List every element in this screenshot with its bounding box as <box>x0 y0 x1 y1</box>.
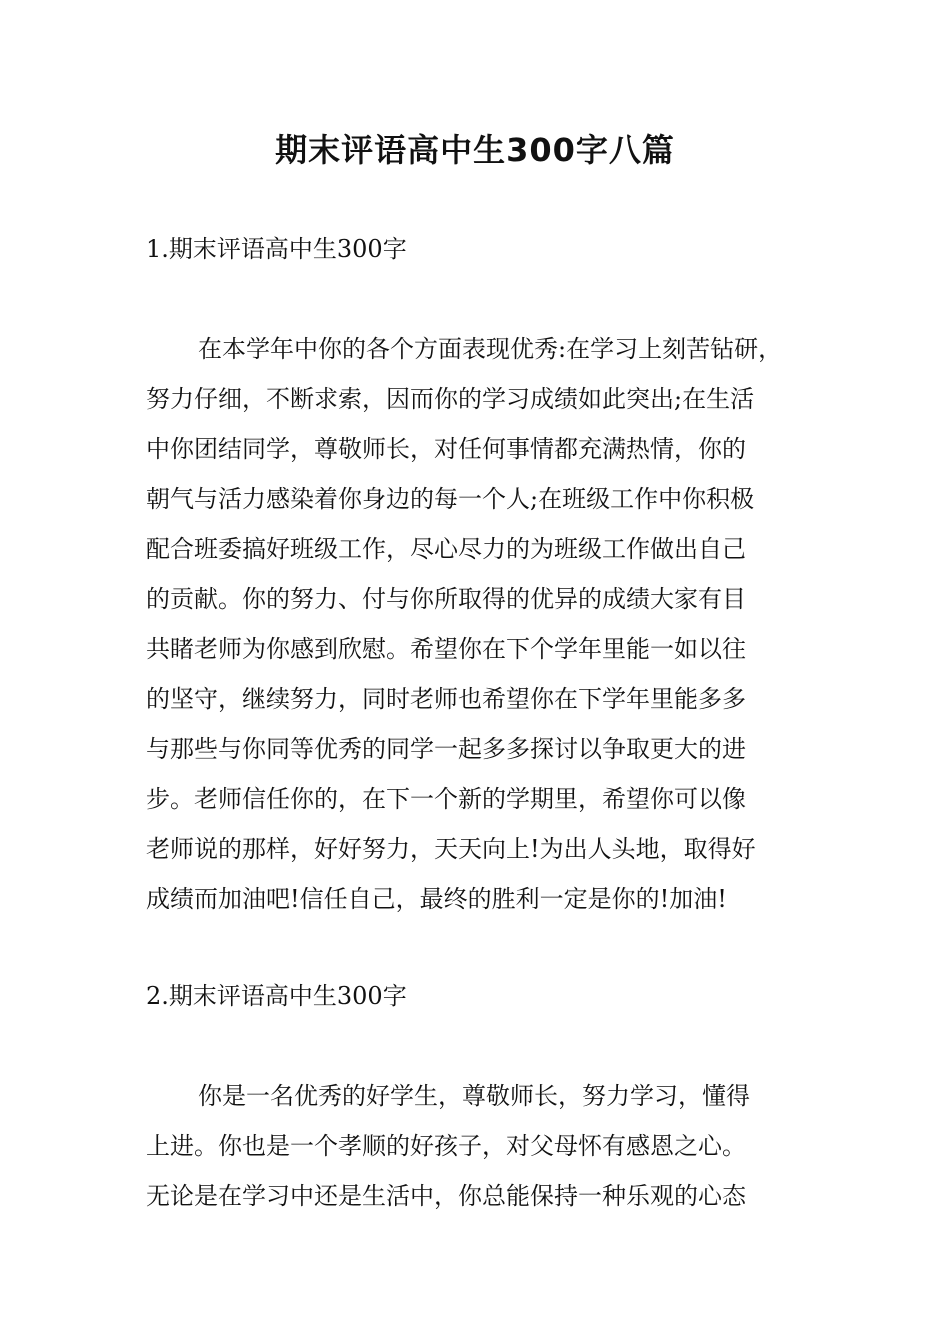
section-heading-2: 2.期末评语高中生300字 <box>146 982 407 1010</box>
document-title: 期末评语高中生300字八篇 <box>275 131 675 169</box>
paragraph-line: 与那些与你同等优秀的同学一起多多探讨以争取更大的进 <box>146 735 746 763</box>
paragraph-line: 步。老师信任你的，在下一个新的学期里，希望你可以像 <box>146 785 746 813</box>
paragraph-line: 努力仔细，不断求索，因而你的学习成绩如此突出;在生活 <box>146 385 755 413</box>
paragraph-line: 配合班委搞好班级工作，尽心尽力的为班级工作做出自己 <box>146 535 746 563</box>
paragraph-line: 共睹老师为你感到欣慰。希望你在下个学年里能一如以往 <box>146 635 746 663</box>
section-heading-1: 1.期末评语高中生300字 <box>146 235 407 263</box>
paragraph-line: 上进。你也是一个孝顺的好孩子，对父母怀有感恩之心。 <box>146 1132 746 1160</box>
paragraph-line: 老师说的那样，好好努力，天天向上!为出人头地，取得好 <box>146 835 756 863</box>
paragraph-line: 的坚守，继续努力，同时老师也希望你在下学年里能多多 <box>146 685 746 713</box>
paragraph-line: 中你团结同学，尊敬师长，对任何事情都充满热情，你的 <box>146 435 746 463</box>
paragraph-line: 你是一名优秀的好学生，尊敬师长，努力学习，懂得 <box>198 1082 750 1110</box>
paragraph-line: 在本学年中你的各个方面表现优秀:在学习上刻苦钻研， <box>198 335 783 363</box>
paragraph-line: 成绩而加油吧!信任自己，最终的胜利一定是你的!加油! <box>146 885 727 913</box>
section-paragraph-2 <box>146 1071 830 1221</box>
paragraph-line: 朝气与活力感染着你身边的每一个人;在班级工作中你积极 <box>146 485 755 513</box>
paragraph-line: 无论是在学习中还是生活中，你总能保持一种乐观的心态 <box>146 1182 746 1210</box>
paragraph-line: 的贡献。你的努力、付与你所取得的优异的成绩大家有目 <box>146 585 746 613</box>
section-paragraph-1 <box>146 324 830 924</box>
